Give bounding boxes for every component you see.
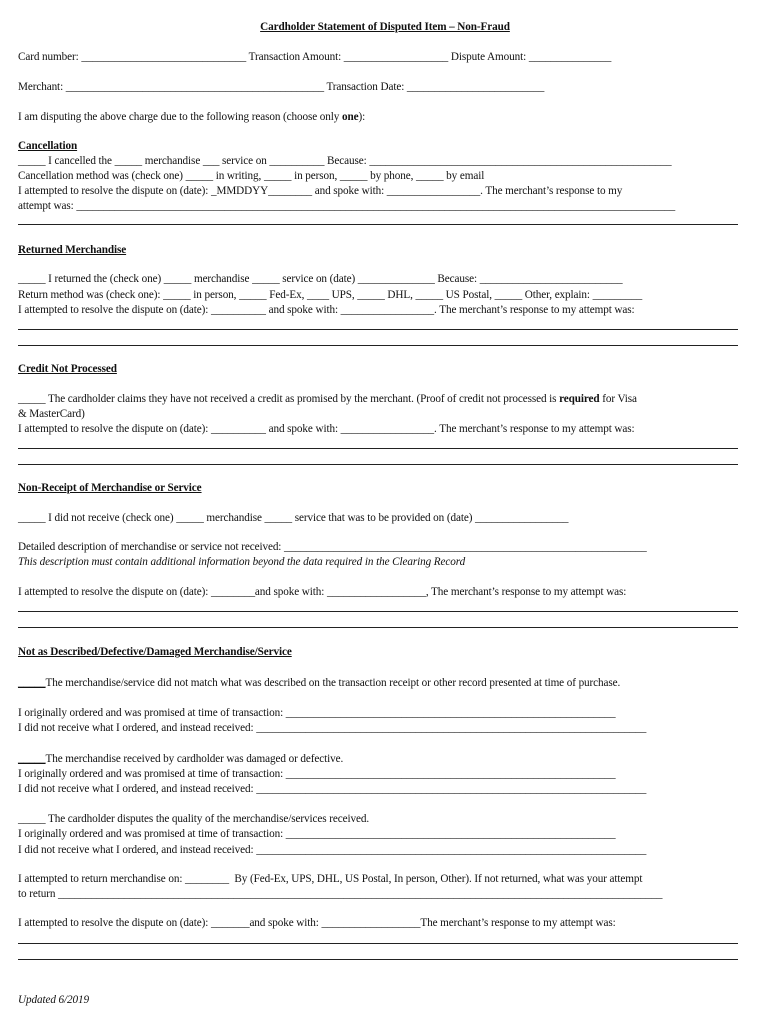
cancellation-line-4: attempt was: _____________________________________________________________________________________________________________ xyxy=(18,200,676,212)
answer-rule xyxy=(18,611,738,612)
nonreceipt-line-4: I attempted to resolve the dispute on (date): ________and spoke with: __________________, The merchant’s response to my attempt was: xyxy=(18,586,627,598)
nonreceipt-note: This description must contain additional information beyond the data required in the Clearing Record xyxy=(18,556,466,568)
nonreceipt-heading: Non-Receipt of Merchandise or Service xyxy=(18,482,202,494)
notdescribed-line-4: _____The merchandise received by cardholder was damaged or defective. xyxy=(18,753,344,765)
notdescribed-line-1: _____The merchandise/service did not match what was described on the transaction receipt or other record presented at time of purchase. xyxy=(18,677,621,689)
updated-date: Updated 6/2019 xyxy=(18,994,90,1006)
merchant-date-line: Merchant: _______________________________________________ Transaction Date: _________________________ xyxy=(18,81,545,93)
credit-line-2: & MasterCard) xyxy=(18,408,85,420)
answer-rule xyxy=(18,959,738,960)
nonreceipt-line-2: Detailed description of merchandise or service not received: __________________________________________________________________ xyxy=(18,541,647,553)
returned-line-1: _____ I returned the (check one) _____ merchandise _____ service on (date) ______________ Because: __________________________ xyxy=(18,273,623,285)
notdescribed-line-8: I originally ordered and was promised at time of transaction: ____________________________________________________________ xyxy=(18,828,616,840)
notdescribed-line-7: _____ The cardholder disputes the quality of the merchandise/services received. xyxy=(18,813,370,825)
notdescribed-line-11: to return ______________________________________________________________________________________________________________ xyxy=(18,888,663,900)
answer-rule xyxy=(18,329,738,330)
answer-rule xyxy=(18,224,738,225)
intro-line: I am disputing the above charge due to the following reason (choose only one): xyxy=(18,111,366,123)
credit-line-3: I attempted to resolve the dispute on (date): __________ and spoke with: _________________. The merchant’s response to my attempt was: xyxy=(18,423,635,435)
notdescribed-line-9: I did not receive what I ordered, and instead received: _______________________________________________________________________ xyxy=(18,844,647,856)
returned-line-3: I attempted to resolve the dispute on (date): __________ and spoke with: _________________. The merchant’s response to my attempt was: xyxy=(18,304,635,316)
notdescribed-heading: Not as Described/Defective/Damaged Merchandise/Service xyxy=(18,646,292,658)
answer-rule xyxy=(18,345,738,346)
form-title: Cardholder Statement of Disputed Item – Non-Fraud xyxy=(260,21,510,33)
card-transaction-dispute-line: Card number: ______________________________ Transaction Amount: ___________________ Dispute Amount: _______________ xyxy=(18,51,612,63)
answer-rule xyxy=(18,448,738,449)
notdescribed-line-2: I originally ordered and was promised at time of transaction: ____________________________________________________________ xyxy=(18,707,616,719)
nonreceipt-line-1: _____ I did not receive (check one) _____ merchandise _____ service that was to be provided on (date) _________________ xyxy=(18,512,569,524)
cancellation-line-3: I attempted to resolve the dispute on (date): _MMDDYY________ and spoke with: _________________. The merchant’s response to my xyxy=(18,185,623,197)
answer-rule xyxy=(18,464,738,465)
cancellation-line-1: _____ I cancelled the _____ merchandise ___ service on __________ Because: _______________________________________________________ xyxy=(18,155,672,167)
notdescribed-line-12: I attempted to resolve the dispute on (date): _______and spoke with: __________________The merchant’s response to my attempt was: xyxy=(18,917,616,929)
answer-rule xyxy=(18,627,738,628)
returned-line-2: Return method was (check one): _____ in person, _____ Fed-Ex, ____ UPS, _____ DHL, _____ US Postal, _____ Other, explain: _________ xyxy=(18,289,643,301)
notdescribed-line-5: I originally ordered and was promised at time of transaction: ____________________________________________________________ xyxy=(18,768,616,780)
credit-heading: Credit Not Processed xyxy=(18,363,117,375)
notdescribed-line-10: I attempted to return merchandise on: ________ By (Fed-Ex, UPS, DHL, US Postal, In person, Other). If not returned, what was your attempt xyxy=(18,873,643,885)
cancellation-line-2: Cancellation method was (check one) _____ in writing, _____ in person, _____ by phone, _____ by email xyxy=(18,170,485,182)
notdescribed-line-6: I did not receive what I ordered, and instead received: _______________________________________________________________________ xyxy=(18,783,647,795)
returned-heading: Returned Merchandise xyxy=(18,244,127,256)
credit-line-1: _____ The cardholder claims they have not received a credit as promised by the merchant. (Proof of credit not processed is required for Visa xyxy=(18,393,637,405)
answer-rule xyxy=(18,943,738,944)
notdescribed-line-3: I did not receive what I ordered, and instead received: _______________________________________________________________________ xyxy=(18,722,647,734)
cancellation-heading: Cancellation xyxy=(18,140,78,152)
